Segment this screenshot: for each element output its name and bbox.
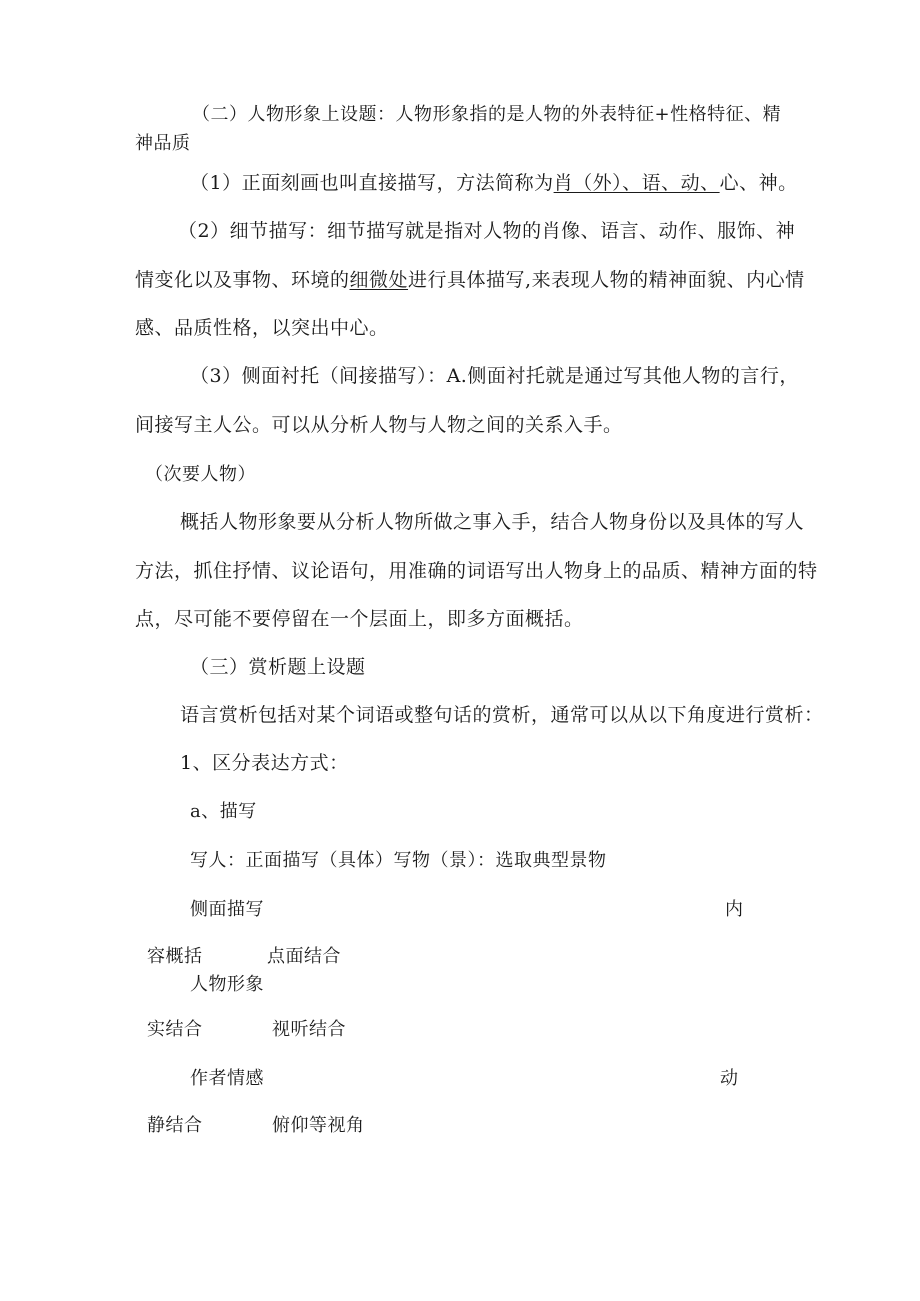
item2-line2-suffix: 进行具体描写,来表现人物的精神面貌、内心情 xyxy=(408,269,805,291)
minor-character-label: （次要人物） xyxy=(145,464,256,485)
section3-intro: 语言赏析包括对某个词语或整句话的赏析，通常可以从以下角度进行赏析： xyxy=(180,704,824,726)
description-row6-right: 动 xyxy=(720,1068,739,1089)
summary-line2: 方法，抓住抒情、议论语句，用准确的词语写出人物身上的品质、精神方面的特 xyxy=(135,560,818,582)
section3-point-a: a、描写 xyxy=(190,801,257,822)
description-row6-left: 作者情感 xyxy=(190,1068,264,1089)
description-row3-mid: 点面结合 xyxy=(267,946,341,967)
item2-line1: （2）细节描写：细节描写就是指对人物的肖像、语言、动作、服饰、神 xyxy=(178,220,796,242)
item1-prefix: （1）正面刻画也叫直接描写，方法简称为 xyxy=(190,172,554,194)
section2-line2: 神品质 xyxy=(135,133,191,154)
item1-underlined: 肖（外）、语、动、 xyxy=(553,172,720,194)
description-row2-left: 侧面描写 xyxy=(190,899,264,920)
item2-line2-underlined: 细微处 xyxy=(349,269,409,291)
item3-line2: 间接写主人公。可以从分析人物与人物之间的关系入手。 xyxy=(135,414,623,436)
item2-line3: 感、品质性格，以突出中心。 xyxy=(135,317,389,339)
section3-title: （三）赏析题上设题 xyxy=(190,656,366,678)
summary-line1: 概括人物形象要从分析人物所做之事入手，结合人物身份以及具体的写人 xyxy=(180,511,805,533)
description-row5-left: 实结合 xyxy=(147,1019,203,1040)
item3-line1: （3）侧面衬托（间接描写）：A.侧面衬托就是通过写其他人物的言行， xyxy=(190,365,799,387)
summary-line3: 点，尽可能不要停留在一个层面上，即多方面概括。 xyxy=(135,608,584,630)
description-row7-mid: 俯仰等视角 xyxy=(272,1115,365,1136)
item2-line2 xyxy=(135,268,805,292)
section2-line1: （二）人物形象上设题：人物形象指的是人物的外表特征+性格特征、精 xyxy=(192,104,782,125)
description-row5-mid: 视听结合 xyxy=(272,1019,346,1040)
description-row2-right: 内 xyxy=(725,899,744,920)
description-row4: 人物形象 xyxy=(190,974,264,995)
section3-point1: 1、区分表达方式： xyxy=(180,752,349,774)
item1-suffix: 心、神。 xyxy=(719,172,798,194)
description-row7-left: 静结合 xyxy=(147,1115,203,1136)
description-row1: 写人：正面描写（具体）写物（景）：选取典型景物 xyxy=(190,850,607,871)
item2-line2-prefix: 情变化以及事物、环境的 xyxy=(135,269,350,291)
description-row3-left: 容概括 xyxy=(147,946,203,967)
item1-line xyxy=(190,171,798,195)
